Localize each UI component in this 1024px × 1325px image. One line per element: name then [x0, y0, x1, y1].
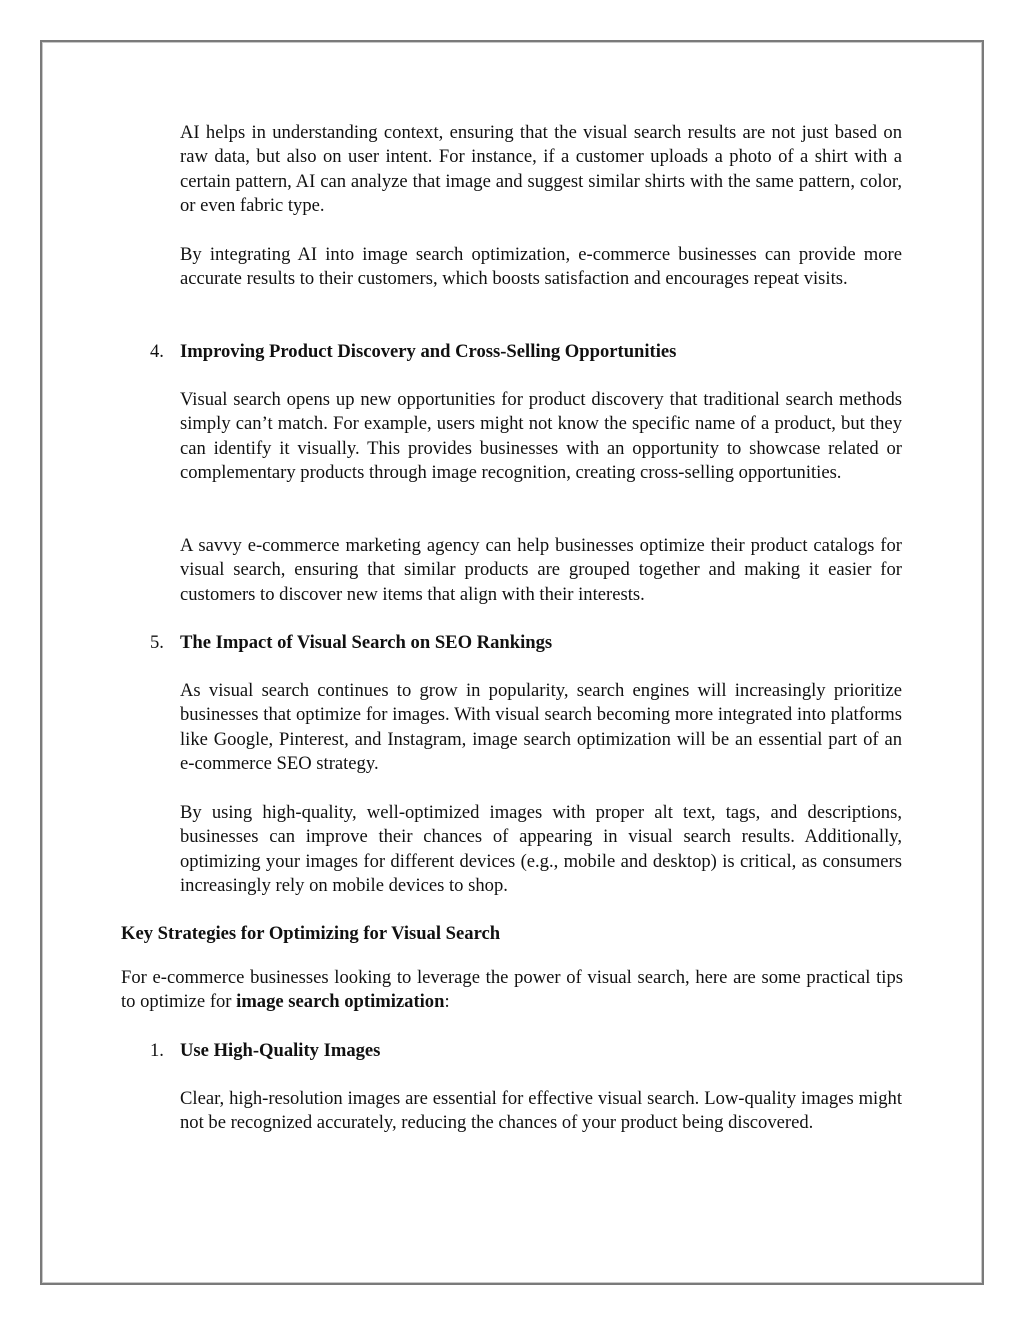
list-number-5: 5. [150, 632, 164, 653]
heading-seo-rankings: The Impact of Visual Search on SEO Rankings [180, 632, 553, 653]
practical-tips-text: For e-commerce businesses looking to leverage the power of visual search, here are some practical tips to optimize for [121, 967, 903, 1013]
practical-tips-bold: image search optimization [236, 991, 445, 1013]
section-heading-key-strategies: Key Strategies for Optimizing for Visual Search [121, 923, 501, 944]
paragraph-visual-search-growth: As visual search continues to grow in popularity, search engines will increasingly prioritize businesses that optimize for images. With visual search becoming more integrated into platforms like Google, Pinterest, and Instagram, image search optimization will be an essential part of an e-commerce SEO strategy. [180, 680, 902, 775]
list-number-1: 1. [150, 1040, 164, 1061]
paragraph-ai-context: AI helps in understanding context, ensuring that the visual search results are not just based on raw data, but also on user intent. For instance, if a customer uploads a photo of a shirt with a certain pattern, AI can analyze that image and suggest similar shirts with the same pattern, color, or even fabric type. [180, 122, 902, 217]
list-number-4: 4. [150, 341, 164, 362]
heading-use-high-quality-images: Use High-Quality Images [180, 1040, 381, 1061]
paragraph-practical-tips [121, 966, 903, 1015]
practical-tips-suffix: : [444, 991, 450, 1013]
paragraph-product-discovery: Visual search opens up new opportunities for product discovery that traditional search methods simply can’t match. For example, users might not know the specific name of a product, but they can identify it visually. This provides businesses with an opportunity to showcase related or complementary products through image recognition, creating cross-selling opportunities. [180, 389, 902, 484]
paragraph-marketing-agency: A savvy e-commerce marketing agency can help businesses optimize their product catalogs for visual search, ensuring that similar products are grouped together and making it easier for customers to discover new items that align with their interests. [180, 535, 902, 605]
paragraph-high-quality-images: By using high-quality, well-optimized images with proper alt text, tags, and descriptions, businesses can improve their chances of appearing in visual search results. Additionally, optimizing your images for different devices (e.g., mobile and desktop) is critical, as consumers increasingly rely on mobile devices to shop. [180, 802, 902, 897]
paragraph-clear-images: Clear, high-resolution images are essential for effective visual search. Low-quality images might not be recognized accurately, reducing the chances of your product being discovered. [180, 1088, 902, 1134]
paragraph-ai-integration: By integrating AI into image search optimization, e-commerce businesses can provide more accurate results to their customers, which boosts satisfaction and encourages repeat visits. [180, 244, 902, 290]
heading-product-discovery: Improving Product Discovery and Cross-Selling Opportunities [180, 341, 677, 362]
